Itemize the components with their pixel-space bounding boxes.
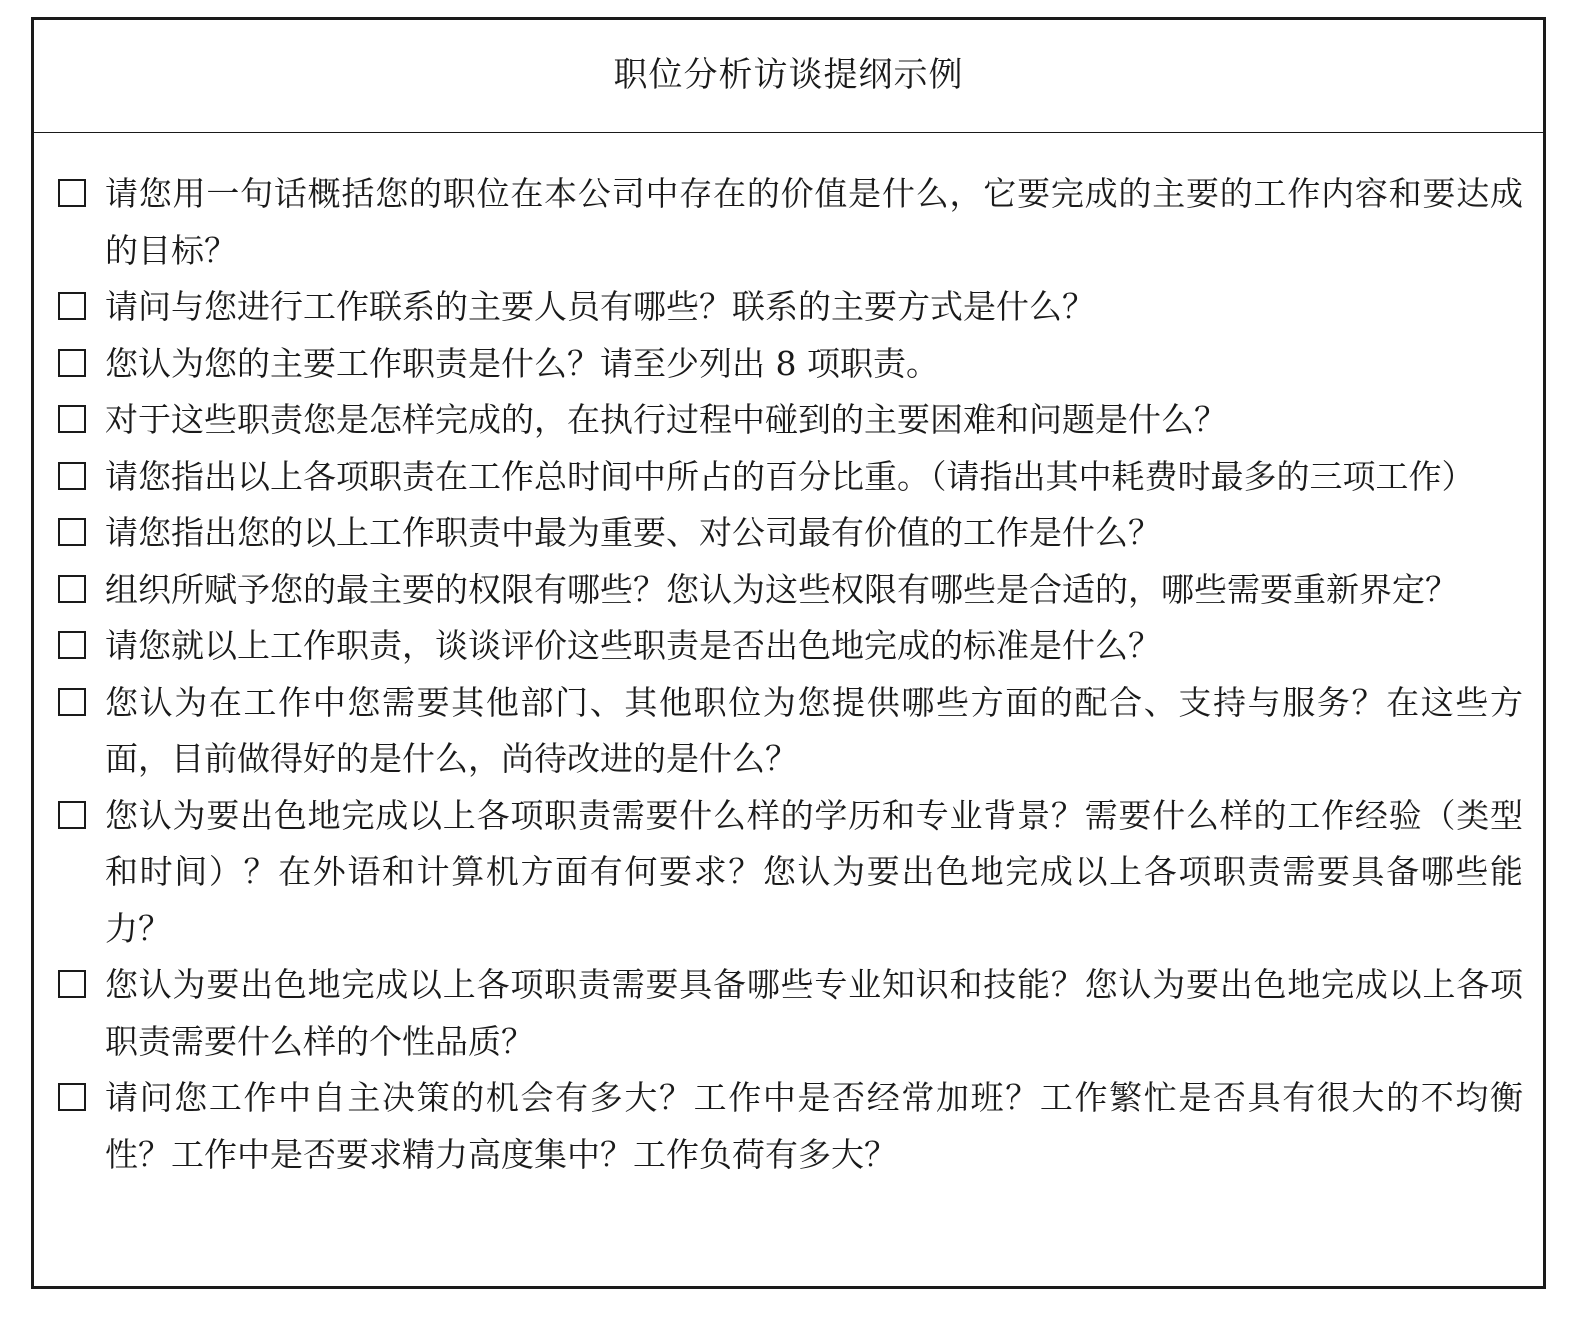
list-item — [58, 618, 1523, 675]
list-item — [58, 957, 1523, 1070]
list-item — [58, 279, 1523, 336]
list-item — [58, 505, 1523, 562]
checkbox[interactable] — [58, 405, 86, 433]
list-item — [58, 336, 1523, 393]
question-text: 请您就以上工作职责，谈谈评价这些职责是否出色地完成的标准是什么？ — [105, 626, 1161, 665]
question-list — [34, 133, 1543, 1183]
question-text: 您认为您的主要工作职责是什么？请至少列出 8 项职责。 — [105, 343, 939, 383]
checkbox[interactable] — [58, 292, 86, 320]
checkbox[interactable] — [58, 1083, 86, 1111]
checkbox[interactable] — [58, 631, 86, 659]
question-text: 请您指出您的以上工作职责中最为重要、对公司最有价值的工作是什么？ — [105, 513, 1161, 552]
question-text: 组织所赋予您的最主要的权限有哪些？您认为这些权限有哪些是合适的，哪些需要重新界定？ — [105, 569, 1458, 609]
list-item — [58, 788, 1523, 958]
question-text: 请您用一句话概括您的职位在本公司中存在的价值是什么，它要完成的主要的工作内容和要达成的目标？ — [105, 174, 1523, 270]
page-title: 职位分析访谈提纲示例 — [613, 55, 964, 95]
question-text: 您认为在工作中您需要其他部门、其他职位为您提供哪些方面的配合、支持与服务？在这些方面，目前做得好的是什么，尚待改进的是什么？ — [105, 682, 1523, 778]
question-text: 对于这些职责您是怎样完成的，在执行过程中碰到的主要困难和问题是什么？ — [105, 400, 1227, 439]
question-text: 您认为要出色地完成以上各项职责需要具备哪些专业知识和技能？您认为要出色地完成以上各项职责需要什么样的个性品质？ — [105, 965, 1523, 1061]
question-text: 请您指出以上各项职责在工作总时间中所占的百分比重。（请指出其中耗费时最多的三项工作） — [105, 456, 1475, 496]
question-text: 您认为要出色地完成以上各项职责需要什么样的学历和专业背景？需要什么样的工作经验（类型和时间）？在外语和计算机方面有何要求？您认为要出色地完成以上各项职责需要具备哪些能力？ — [105, 795, 1523, 948]
question-text: 请问与您进行工作联系的主要人员有哪些？联系的主要方式是什么？ — [105, 287, 1095, 326]
list-item — [58, 1070, 1523, 1183]
checkbox[interactable] — [58, 688, 86, 716]
list-item — [58, 166, 1523, 279]
checkbox[interactable] — [58, 462, 86, 490]
checkbox[interactable] — [58, 349, 86, 377]
question-text: 请问您工作中自主决策的机会有多大？工作中是否经常加班？工作繁忙是否具有很大的不均衡性？工作中是否要求精力高度集中？工作负荷有多大？ — [105, 1078, 1523, 1174]
checkbox[interactable] — [58, 575, 86, 603]
checkbox[interactable] — [58, 518, 86, 546]
checkbox[interactable] — [58, 970, 86, 998]
checkbox[interactable] — [58, 801, 86, 829]
list-item — [58, 449, 1523, 506]
list-item — [58, 675, 1523, 788]
list-item — [58, 562, 1523, 619]
title-row — [34, 20, 1543, 133]
checkbox[interactable] — [58, 179, 86, 207]
interview-outline-table — [31, 17, 1546, 1289]
list-item — [58, 392, 1523, 449]
